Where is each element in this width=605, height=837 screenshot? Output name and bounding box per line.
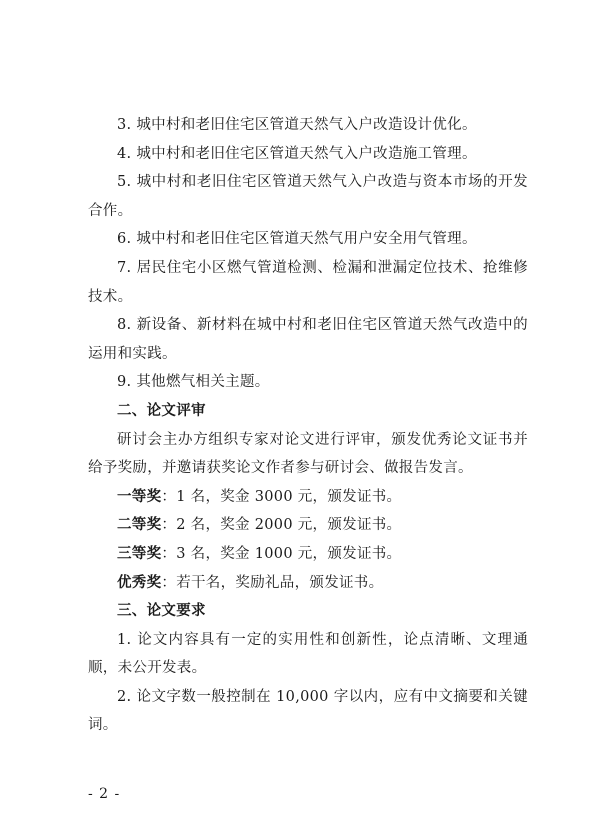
topic-item-8: 8. 新设备、新材料在城中村和老旧住宅区管道天然气改造中的运用和实践。 xyxy=(88,317,528,362)
award-third xyxy=(88,540,528,569)
topic-item-3: 3. 城中村和老旧住宅区管道天然气入户改造设计优化。 xyxy=(117,117,477,133)
award-first xyxy=(88,483,528,512)
topic-item-6: 6. 城中村和老旧住宅区管道天然气用户安全用气管理。 xyxy=(117,231,477,248)
award-excellence xyxy=(88,569,528,598)
award-first-text: ：1 名，奖金 3000 元，颁发证书。 xyxy=(161,488,402,505)
topic-item-5: 5. 城中村和老旧住宅区管道天然气入户改造与资本市场的开发合作。 xyxy=(88,174,528,219)
section-heading-requirements: 三、论文要求 xyxy=(117,603,206,620)
requirement-item-1: 1. 论文内容具有一定的实用性和创新性，论点清晰、文理通顺，未公开发表。 xyxy=(88,631,528,677)
page-number: - 2 - xyxy=(88,786,121,802)
topic-item-7: 7. 居民住宅小区燃气管道检测、检漏和泄漏定位技术、抢维修技术。 xyxy=(88,259,528,305)
topic-item-4: 4. 城中村和老旧住宅区管道天然气入户改造施工管理。 xyxy=(117,145,477,162)
award-second-label: 二等奖 xyxy=(117,517,162,534)
award-second xyxy=(88,511,528,540)
section-heading-review: 二、论文评审 xyxy=(117,402,206,419)
document-body xyxy=(88,111,528,740)
award-second-text: ：2 名，奖金 2000 元，颁发证书。 xyxy=(161,517,402,534)
requirement-item-2: 2. 论文字数一般控制在 10,000 字以内，应有中文摘要和关键词。 xyxy=(88,688,528,734)
award-third-label: 三等奖 xyxy=(117,545,162,562)
review-intro: 研讨会主办方组织专家对论文进行评审，颁发优秀论文证书并给予奖励，并邀请获奖论文作者参与研讨会、做报告发言。 xyxy=(88,431,528,477)
award-excellence-label: 优秀奖 xyxy=(117,574,162,591)
award-excellence-text: ：若干名，奖励礼品，颁发证书。 xyxy=(161,574,384,591)
award-first-label: 一等奖 xyxy=(117,488,162,505)
topic-item-9: 9. 其他燃气相关主题。 xyxy=(117,374,270,391)
award-third-text: ：3 名，奖金 1000 元，颁发证书。 xyxy=(161,545,402,562)
